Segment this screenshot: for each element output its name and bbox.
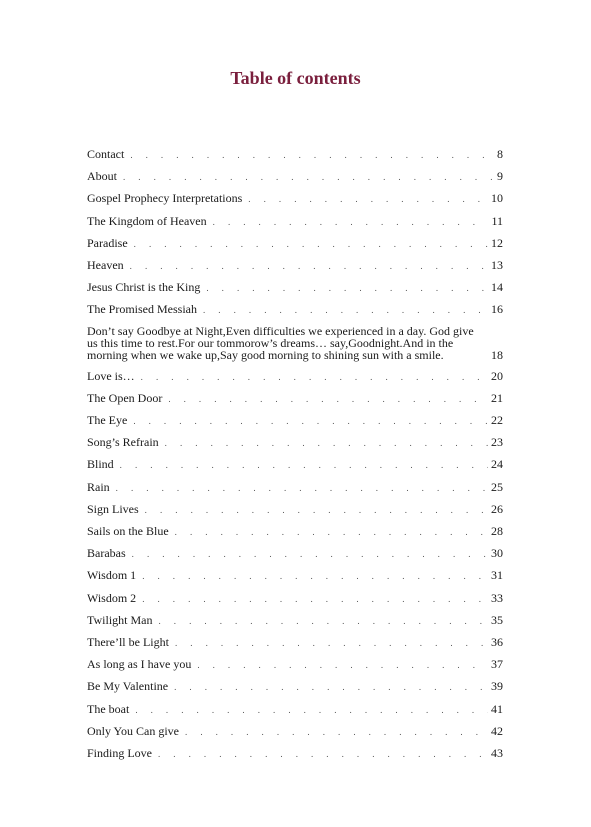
toc-leader-dots [130,148,494,162]
toc-entry-page: 9 [497,169,503,184]
toc-entry-page: 42 [491,723,503,738]
toc-leader-dots [175,636,488,650]
toc-entry[interactable] [87,457,503,471]
toc-leader-dots [175,525,488,539]
toc-entry[interactable] [87,325,503,361]
toc-entry-page: 39 [491,679,503,694]
toc-leader-dots [158,747,488,761]
toc-entry-label: The Promised Messiah [87,302,197,317]
toc-entry[interactable] [87,635,503,649]
toc-entry-label: Only You Can give [87,723,180,738]
toc-entry-label: Sails on the Blue [87,524,169,538]
toc-entry[interactable] [87,568,503,582]
toc-entry[interactable] [87,613,503,627]
toc-entry-page: 13 [491,257,503,272]
toc-entry-page: 11 [491,213,503,228]
toc-entry-label: Blind [87,457,114,472]
toc-entry-label: Be My Valentine [87,679,169,694]
toc-leader-dots [142,569,488,583]
toc-leader-dots [142,592,488,606]
toc-entry-page: 35 [491,612,503,627]
toc-entry-label: Wisdom 2 [87,590,137,605]
toc-entry-label: The Kingdom of Heaven [87,213,207,228]
toc-leader-dots [248,192,488,206]
toc-leader-dots [116,481,488,495]
toc-entry-page: 23 [491,435,503,450]
toc-entry-label: The Open Door [87,390,163,405]
toc-entry[interactable] [87,169,503,183]
toc-entry[interactable] [87,502,503,516]
toc-entry-label: Wisdom 1 [87,568,137,583]
toc-entry-page: 8 [497,147,503,161]
toc-entry-page: 28 [491,524,503,538]
toc-entry-page: 30 [491,546,503,561]
toc-entry[interactable] [87,214,503,228]
toc-leader-dots [213,215,489,229]
toc-leader-dots [168,392,488,406]
toc-leader-dots [130,259,488,273]
toc-entry[interactable] [87,369,503,383]
toc-leader-dots [132,547,488,561]
toc-entry-page: 33 [491,590,503,605]
toc-leader-dots [145,503,488,517]
toc-entry[interactable] [87,746,503,760]
toc-entry-label: As long as I have you [87,657,192,672]
toc-entry-label: Don’t say Goodbye at Night,Even difficulties we experienced in a day. God give us this time to rest.For our tommorow’s dreams… say,Goodnight.And in the morning when we wake up,Say good morning to shining sun with a smile. [87,323,474,362]
toc-entry-page: 10 [491,191,503,206]
toc-leader-dots [165,436,488,450]
toc-entry-label: Paradise [87,235,128,250]
toc-list [87,147,503,768]
toc-entry-page: 41 [491,701,503,716]
toc-entry-label: Rain [87,479,110,494]
toc-entry[interactable] [87,236,503,250]
toc-entry[interactable] [87,302,503,316]
toc-entry-label: Jesus Christ is the King [87,280,201,295]
toc-entry[interactable] [87,702,503,716]
toc-entry-label: Finding Love [87,745,152,760]
toc-entry-page: 14 [491,280,503,295]
toc-entry[interactable] [87,591,503,605]
toc-leader-dots [206,281,488,295]
toc-entry[interactable] [87,480,503,494]
toc-leader-dots [174,680,488,694]
toc-leader-dots [133,414,488,428]
toc-entry[interactable] [87,546,503,560]
toc-entry-page: 26 [491,501,503,516]
toc-entry-label: There’ll be Light [87,634,169,649]
toc-leader-dots [159,614,489,628]
toc-entry[interactable] [87,280,503,294]
toc-entry-page: 21 [491,390,503,405]
toc-entry-page: 12 [491,235,503,250]
toc-leader-dots [134,237,488,251]
toc-entry-label: The Eye [87,413,128,428]
toc-entry-page: 43 [491,745,503,760]
toc-entry-page: 18 [491,347,503,362]
toc-entry[interactable] [87,679,503,693]
toc-entry-label: Song’s Refrain [87,435,159,450]
toc-entry-page: 22 [491,413,503,428]
toc-entry[interactable] [87,435,503,449]
toc-entry[interactable] [87,191,503,205]
toc-leader-dots [197,658,488,672]
toc-entry-label: The boat [87,701,130,716]
toc-entry[interactable] [87,258,503,272]
toc-leader-dots [135,703,488,717]
toc-entry-label: Barabas [87,546,126,561]
toc-entry[interactable] [87,724,503,738]
toc-entry-page: 31 [491,568,503,583]
toc-leader-dots [141,370,488,384]
toc-entry-page: 37 [491,657,503,672]
toc-entry-label: Twilight Man [87,612,153,627]
toc-entry-page: 24 [491,457,503,472]
toc-leader-dots [203,303,488,317]
toc-entry-page: 36 [491,634,503,649]
toc-leader-dots [120,458,488,472]
toc-entry-page: 25 [491,479,503,494]
toc-entry-label: Contact [87,147,125,161]
toc-entry[interactable] [87,147,503,161]
toc-entry[interactable] [87,413,503,427]
toc-entry-page: 20 [491,368,503,383]
toc-entry[interactable] [87,524,503,538]
toc-leader-dots [185,725,488,739]
toc-entry-label: About [87,169,117,184]
toc-entry-label: Heaven [87,257,124,272]
toc-entry-page: 16 [491,302,503,317]
toc-entry[interactable] [87,391,503,405]
page-title: Table of contents [230,68,361,88]
toc-leader-dots [123,170,494,184]
toc-entry[interactable] [87,657,503,671]
toc-entry-label: Gospel Prophecy Interpretations [87,191,243,206]
toc-entry-label: Love is… [87,368,135,383]
toc-entry-label: Sign Lives [87,501,139,516]
